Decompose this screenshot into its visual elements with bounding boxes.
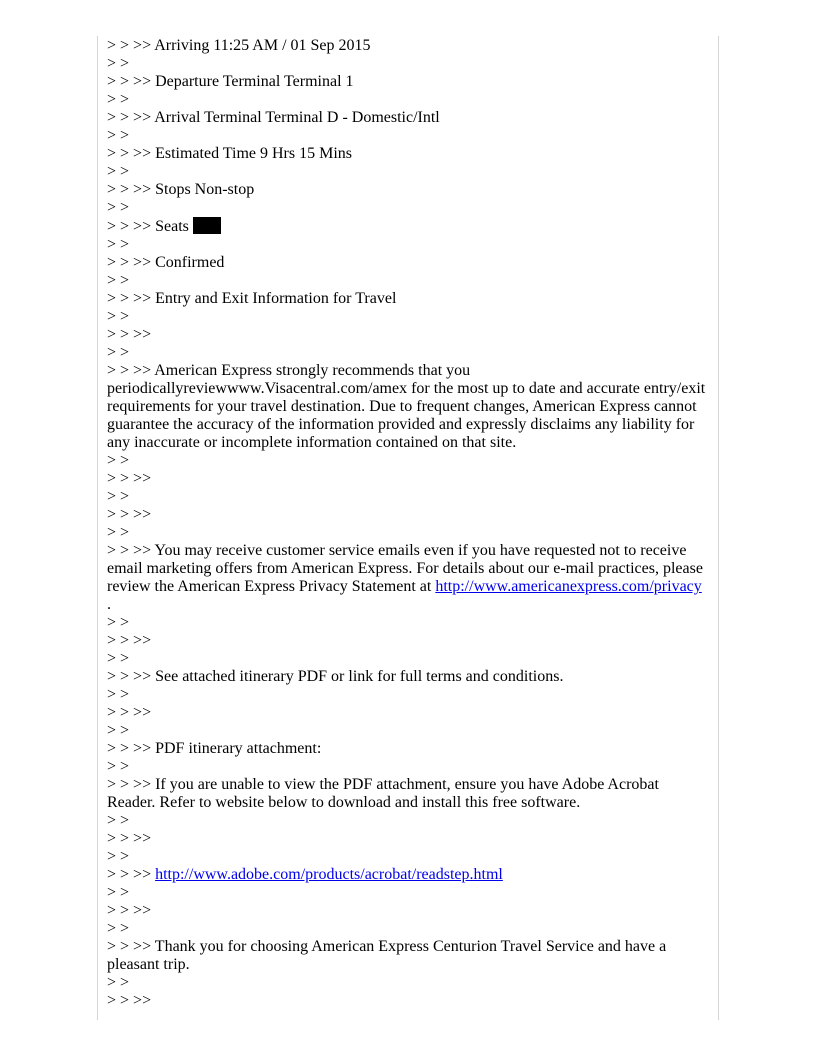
quote-marker: > > xyxy=(107,884,130,901)
quote-marker: > > xyxy=(107,199,130,216)
quote-marker: > > xyxy=(107,920,130,937)
quote-marker: > > >> xyxy=(107,830,152,847)
email-body xyxy=(107,37,707,1010)
customer-service-text: > > >> You may receive customer service emails even if you have requested not to receive email marketing offers from American Express. For details about our e-mail practices, please review the American Express Privacy Statement at xyxy=(107,542,703,595)
quote-marker: > > xyxy=(107,848,130,865)
thank-you-paragraph: > > >> Thank you for choosing American Express Centurion Travel Service and have a pleasant trip. xyxy=(107,938,667,973)
right-border-line xyxy=(718,36,719,1020)
departure-terminal-line: > > >> Departure Terminal Terminal 1 xyxy=(107,73,354,90)
quote-marker: > > >> xyxy=(107,326,152,343)
quote-marker: > > xyxy=(107,163,130,180)
quote-marker: > > xyxy=(107,308,130,325)
privacy-statement-link[interactable]: http://www.americanexpress.com/privacy xyxy=(435,578,702,595)
adobe-link-line xyxy=(107,866,707,884)
seats-label: > > >> Seats xyxy=(107,218,189,235)
quote-marker: > > >> xyxy=(107,902,152,919)
left-border-line xyxy=(97,36,98,1020)
quote-marker: > > xyxy=(107,488,130,505)
quote-marker: > > xyxy=(107,452,130,469)
stops-line: > > >> Stops Non-stop xyxy=(107,181,255,198)
quote-marker: > > xyxy=(107,812,130,829)
quote-marker: > > >> xyxy=(107,506,152,523)
quote-marker: > > >> xyxy=(107,632,152,649)
arrival-terminal-line: > > >> Arrival Terminal Terminal D - Domestic/Intl xyxy=(107,109,440,126)
seats-line xyxy=(107,217,707,236)
period-line: . xyxy=(107,596,111,613)
quote-marker: > > >> xyxy=(107,704,152,721)
quote-marker: > > xyxy=(107,272,130,289)
quote-marker: > > xyxy=(107,758,130,775)
quote-marker: > > xyxy=(107,650,130,667)
quote-marker: > > xyxy=(107,344,130,361)
adobe-link-prefix: > > >> xyxy=(107,866,152,883)
quote-marker: > > xyxy=(107,127,130,144)
adobe-reader-paragraph: > > >> If you are unable to view the PDF attachment, ensure you have Adobe Acrobat Reader. Refer to website below to download and install this free software. xyxy=(107,776,659,811)
quote-marker: > > xyxy=(107,91,130,108)
arriving-line: > > >> Arriving 11:25 AM / 01 Sep 2015 xyxy=(107,37,371,54)
pdf-attachment-line: > > >> PDF itinerary attachment: xyxy=(107,740,322,757)
customer-service-paragraph xyxy=(107,542,707,596)
redacted-seat-block xyxy=(193,217,221,234)
amex-recommendation-paragraph: > > >> American Express strongly recommends that you periodicallyreviewwww.Visacentral.com/amex for the most up to date and accurate entry/exit requirements for your travel destination. Due to frequent changes, American Express cannot guarantee the accuracy of the information provided and expressly disclaims any liability for any inaccurate or incomplete information contained on that site. xyxy=(107,362,706,451)
quote-marker: > > xyxy=(107,524,130,541)
estimated-time-line: > > >> Estimated Time 9 Hrs 15 Mins xyxy=(107,145,352,162)
quote-marker: > > xyxy=(107,722,130,739)
quote-marker: > > xyxy=(107,614,130,631)
quote-marker: > > xyxy=(107,236,130,253)
quote-marker: > > >> xyxy=(107,470,152,487)
quote-marker: > > >> xyxy=(107,992,152,1009)
quote-marker: > > xyxy=(107,686,130,703)
quote-marker: > > xyxy=(107,55,130,72)
quote-marker: > > xyxy=(107,974,130,991)
confirmed-line: > > >> Confirmed xyxy=(107,254,225,271)
adobe-download-link[interactable]: http://www.adobe.com/products/acrobat/readstep.html xyxy=(155,866,503,883)
see-attached-line: > > >> See attached itinerary PDF or link for full terms and conditions. xyxy=(107,668,564,685)
entry-exit-heading: > > >> Entry and Exit Information for Travel xyxy=(107,290,397,307)
